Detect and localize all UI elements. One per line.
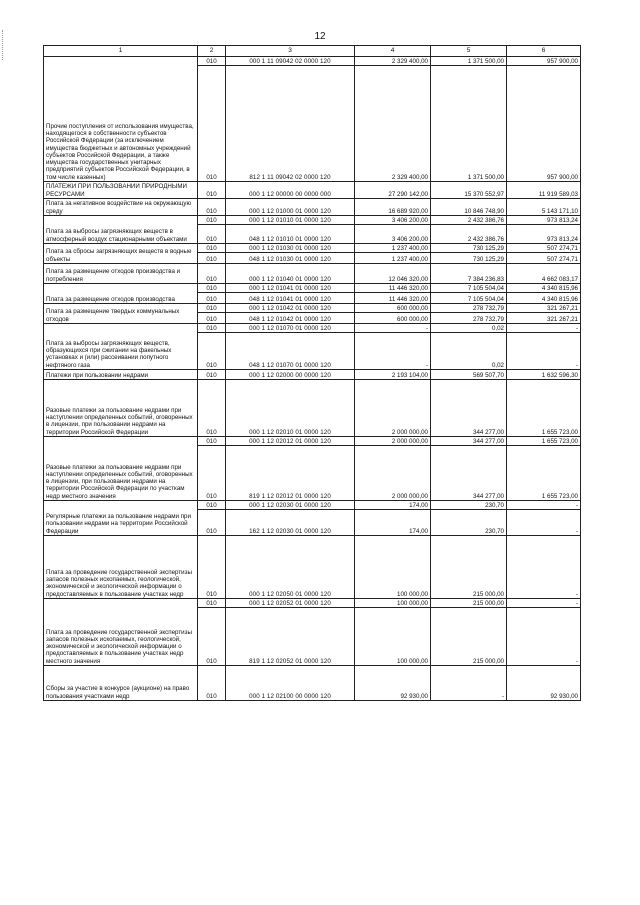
row-description: Плата за размещение отходов производства — [44, 284, 198, 304]
table-row — [44, 380, 581, 437]
approved-amount: 100 000,00 — [355, 608, 431, 666]
executed-amount: 344 277,00 — [431, 380, 507, 437]
unexecuted-amount: 1 632 596,30 — [507, 370, 581, 380]
code-line: 010 — [198, 608, 226, 666]
header-cell: 1 — [44, 46, 198, 57]
budget-code: 000 1 11 09042 02 0000 120 — [226, 57, 355, 66]
approved-amount: 2 000 000,00 — [355, 446, 431, 501]
table-row — [44, 244, 581, 253]
approved-amount: 600 000,00 — [355, 313, 431, 324]
unexecuted-amount: - — [507, 599, 581, 608]
budget-code: 162 1 12 02030 01 0000 120 — [226, 510, 355, 536]
approved-amount: 2 329 400,00 — [355, 57, 431, 66]
approved-amount: 600 000,00 — [355, 304, 431, 313]
header-cell: 6 — [507, 46, 581, 57]
code-line: 010 — [198, 501, 226, 510]
code-line: 010 — [198, 293, 226, 304]
executed-amount: 730 125,29 — [431, 244, 507, 253]
executed-amount: 344 277,00 — [431, 446, 507, 501]
approved-amount: 100 000,00 — [355, 599, 431, 608]
unexecuted-amount: - — [507, 324, 581, 333]
code-line: 010 — [198, 182, 226, 199]
executed-amount: 215 000,00 — [431, 536, 507, 599]
row-description: Плата за проведение государственной экспертизы запасов полезных ископаемых, геологической, экономической и экологической информации о предоставляемых в пользование участках недр местного значения — [44, 599, 198, 666]
table-row — [44, 216, 581, 225]
table-row — [44, 284, 581, 293]
unexecuted-amount: 507 274,71 — [507, 253, 581, 264]
budget-code: 048 1 12 01030 01 0000 120 — [226, 253, 355, 264]
approved-amount: 11 446 320,00 — [355, 284, 431, 293]
page-number: 12 — [314, 31, 326, 42]
executed-amount: - — [431, 666, 507, 701]
approved-amount: 1 237 400,00 — [355, 244, 431, 253]
header-row — [44, 46, 581, 57]
header-cell: 5 — [431, 46, 507, 57]
row-description: Плата за негативное воздействие на окружающую среду — [44, 199, 198, 216]
unexecuted-amount: - — [507, 608, 581, 666]
budget-code: 000 1 12 01041 01 0000 120 — [226, 284, 355, 293]
table-row — [44, 437, 581, 446]
report-table — [43, 45, 581, 701]
approved-amount: - — [355, 324, 431, 333]
unexecuted-amount: 4 340 815,96 — [507, 284, 581, 293]
row-description: Регулярные платежи за пользование недрами при пользовании недрами на территории Российской Федерации — [44, 501, 198, 536]
unexecuted-amount: 321 267,21 — [507, 313, 581, 324]
row-description: Плата за проведение государственной экспертизы запасов полезных ископаемых, геологической, экономической и экологической информации о предоставляемых в пользование участках недр — [44, 536, 198, 599]
unexecuted-amount: 5 143 171,10 — [507, 199, 581, 216]
row-description: Разовые платежи за пользование недрами при наступлении определенных событий, оговоренных в лицензии, при пользовании недрами на территории Российской Федерации — [44, 380, 198, 437]
approved-amount: 1 237 400,00 — [355, 253, 431, 264]
table-row — [44, 304, 581, 313]
code-line: 010 — [198, 370, 226, 380]
executed-amount: 10 846 748,90 — [431, 199, 507, 216]
budget-code: 812 1 11 09042 02 0000 120 — [226, 66, 355, 182]
row-description: Плата за сбросы загрязняющих веществ в водные объекты — [44, 244, 198, 264]
budget-code: 000 1 12 00000 00 0000 000 — [226, 182, 355, 199]
unexecuted-amount: 4 662 083,17 — [507, 264, 581, 284]
executed-amount: 2 432 386,76 — [431, 225, 507, 244]
unexecuted-amount: - — [507, 510, 581, 536]
unexecuted-amount: 1 655 723,00 — [507, 437, 581, 446]
approved-amount: 2 000 000,00 — [355, 380, 431, 437]
unexecuted-amount: 321 267,21 — [507, 304, 581, 313]
row-description: ПЛАТЕЖИ ПРИ ПОЛЬЗОВАНИИ ПРИРОДНЫМИ РЕСУРСАМИ — [44, 182, 198, 199]
code-line: 010 — [198, 225, 226, 244]
code-line: 010 — [198, 284, 226, 293]
budget-code: 000 1 12 02052 01 0000 120 — [226, 599, 355, 608]
executed-amount: 278 732,79 — [431, 313, 507, 324]
approved-amount: 16 689 920,00 — [355, 199, 431, 216]
budget-code: 048 1 12 01070 01 0000 120 — [226, 333, 355, 370]
code-line: 010 — [198, 304, 226, 313]
executed-amount: 215 000,00 — [431, 599, 507, 608]
code-line: 010 — [198, 244, 226, 253]
budget-code: 048 1 12 01041 01 0000 120 — [226, 293, 355, 304]
code-line: 010 — [198, 264, 226, 284]
row-description: Плата за размещение отходов производства и потребления — [44, 264, 198, 284]
approved-amount: 174,00 — [355, 501, 431, 510]
row-description: Платежи при пользовании недрами — [44, 370, 198, 380]
header-cell: 3 — [226, 46, 355, 57]
row-description: Плата за выбросы загрязняющих веществ, образующихся при сжигании на факельных установках и (или) рассеивании попутного нефтяного газа — [44, 324, 198, 370]
budget-code: 000 1 12 01040 01 0000 120 — [226, 264, 355, 284]
row-description: Разовые платежи за пользование недрами при наступлении определенных событий, оговоренных в лицензии, при пользовании недрами на территории Российской Федерации по участкам недр местного значения — [44, 437, 198, 501]
unexecuted-amount: 973 813,24 — [507, 225, 581, 244]
approved-amount: 2 329 400,00 — [355, 66, 431, 182]
code-line: 010 — [198, 216, 226, 225]
unexecuted-amount: 1 655 723,00 — [507, 446, 581, 501]
executed-amount: 7 105 504,04 — [431, 284, 507, 293]
executed-amount: 7 105 504,04 — [431, 293, 507, 304]
budget-code: 048 1 12 01010 01 0000 120 — [226, 225, 355, 244]
code-line: 010 — [198, 666, 226, 701]
executed-amount: 569 507,70 — [431, 370, 507, 380]
unexecuted-amount: - — [507, 501, 581, 510]
approved-amount: 174,00 — [355, 510, 431, 536]
budget-code: 000 1 12 02010 01 0000 120 — [226, 380, 355, 437]
unexecuted-amount: - — [507, 536, 581, 599]
unexecuted-amount: 957 900,00 — [507, 57, 581, 66]
approved-amount: 2 193 104,00 — [355, 370, 431, 380]
code-line: 010 — [198, 446, 226, 501]
executed-amount: 344 277,00 — [431, 437, 507, 446]
executed-amount: 730 125,29 — [431, 253, 507, 264]
row-description: Сборы за участие в конкурсе (аукционе) на право пользования участками недр — [44, 666, 198, 701]
executed-amount: 230,70 — [431, 501, 507, 510]
approved-amount: 11 446 320,00 — [355, 293, 431, 304]
row-description: Плата за выбросы загрязняющих веществ в атмосферный воздух стационарными объектами — [44, 216, 198, 244]
code-line: 010 — [198, 313, 226, 324]
code-line: 010 — [198, 380, 226, 437]
approved-amount: 2 000 000,00 — [355, 437, 431, 446]
approved-amount: 3 406 200,00 — [355, 216, 431, 225]
budget-code: 048 1 12 01042 01 0000 120 — [226, 313, 355, 324]
approved-amount: 100 000,00 — [355, 536, 431, 599]
unexecuted-amount: 973 813,24 — [507, 216, 581, 225]
table-row — [44, 324, 581, 333]
header-cell: 2 — [198, 46, 226, 57]
budget-code: 000 1 12 02012 01 0000 120 — [226, 437, 355, 446]
budget-code: 000 1 12 01010 01 0000 120 — [226, 216, 355, 225]
executed-amount: 230,70 — [431, 510, 507, 536]
budget-code: 819 1 12 02012 01 0000 120 — [226, 446, 355, 501]
approved-amount: 3 406 200,00 — [355, 225, 431, 244]
code-line: 010 — [198, 536, 226, 599]
unexecuted-amount: 4 340 815,96 — [507, 293, 581, 304]
approved-amount: 27 290 142,00 — [355, 182, 431, 199]
table-row — [44, 370, 581, 380]
table-row — [44, 666, 581, 701]
code-line: 010 — [198, 437, 226, 446]
header-cell: 4 — [355, 46, 431, 57]
table-row — [44, 57, 581, 66]
row-description: Плата за размещение твердых коммунальных отходов — [44, 304, 198, 324]
budget-code: 000 1 12 01030 01 0000 120 — [226, 244, 355, 253]
executed-amount: 1 371 500,00 — [431, 66, 507, 182]
unexecuted-amount: 507 274,71 — [507, 244, 581, 253]
code-line: 010 — [198, 57, 226, 66]
executed-amount: 15 370 552,97 — [431, 182, 507, 199]
unexecuted-amount: - — [507, 333, 581, 370]
unexecuted-amount: 1 655 723,00 — [507, 380, 581, 437]
unexecuted-amount: 92 930,00 — [507, 666, 581, 701]
executed-amount: 0,02 — [431, 333, 507, 370]
table-row — [44, 264, 581, 284]
approved-amount: 92 930,00 — [355, 666, 431, 701]
approved-amount: 12 046 320,00 — [355, 264, 431, 284]
executed-amount: 1 371 500,00 — [431, 57, 507, 66]
code-line: 010 — [198, 199, 226, 216]
table-row — [44, 182, 581, 199]
code-line: 010 — [198, 599, 226, 608]
budget-code: 819 1 12 02052 01 0000 120 — [226, 608, 355, 666]
unexecuted-amount: 957 900,00 — [507, 66, 581, 182]
code-line: 010 — [198, 324, 226, 333]
row-description: Прочие поступления от использования имущества, находящегося в собственности субъектов Российской Федерации (за исключением имущества бюджетных и автономных учреждений субъектов Российской Федерации, а также имущества государственных унитарных предприятий субъектов Российской Федерации, в том числе казенных) — [44, 57, 198, 182]
budget-code: 000 1 12 01070 01 0000 120 — [226, 324, 355, 333]
table-row — [44, 599, 581, 608]
table-row — [44, 501, 581, 510]
budget-code: 000 1 12 02000 00 0000 120 — [226, 370, 355, 380]
code-line: 010 — [198, 333, 226, 370]
code-line: 010 — [198, 66, 226, 182]
unexecuted-amount: 11 919 589,03 — [507, 182, 581, 199]
executed-amount: 7 384 236,83 — [431, 264, 507, 284]
code-line: 010 — [198, 253, 226, 264]
budget-code: 000 1 12 02030 01 0000 120 — [226, 501, 355, 510]
executed-amount: 2 432 386,76 — [431, 216, 507, 225]
budget-code: 000 1 12 02100 00 0000 120 — [226, 666, 355, 701]
table-row — [44, 536, 581, 599]
executed-amount: 0,02 — [431, 324, 507, 333]
code-line: 010 — [198, 510, 226, 536]
budget-code: 000 1 12 01000 01 0000 120 — [226, 199, 355, 216]
executed-amount: 215 000,00 — [431, 608, 507, 666]
executed-amount: 278 732,79 — [431, 304, 507, 313]
approved-amount: - — [355, 333, 431, 370]
table-row — [44, 199, 581, 216]
budget-code: 000 1 12 02050 01 0000 120 — [226, 536, 355, 599]
budget-code: 000 1 12 01042 01 0000 120 — [226, 304, 355, 313]
margin-marks — [2, 30, 5, 60]
